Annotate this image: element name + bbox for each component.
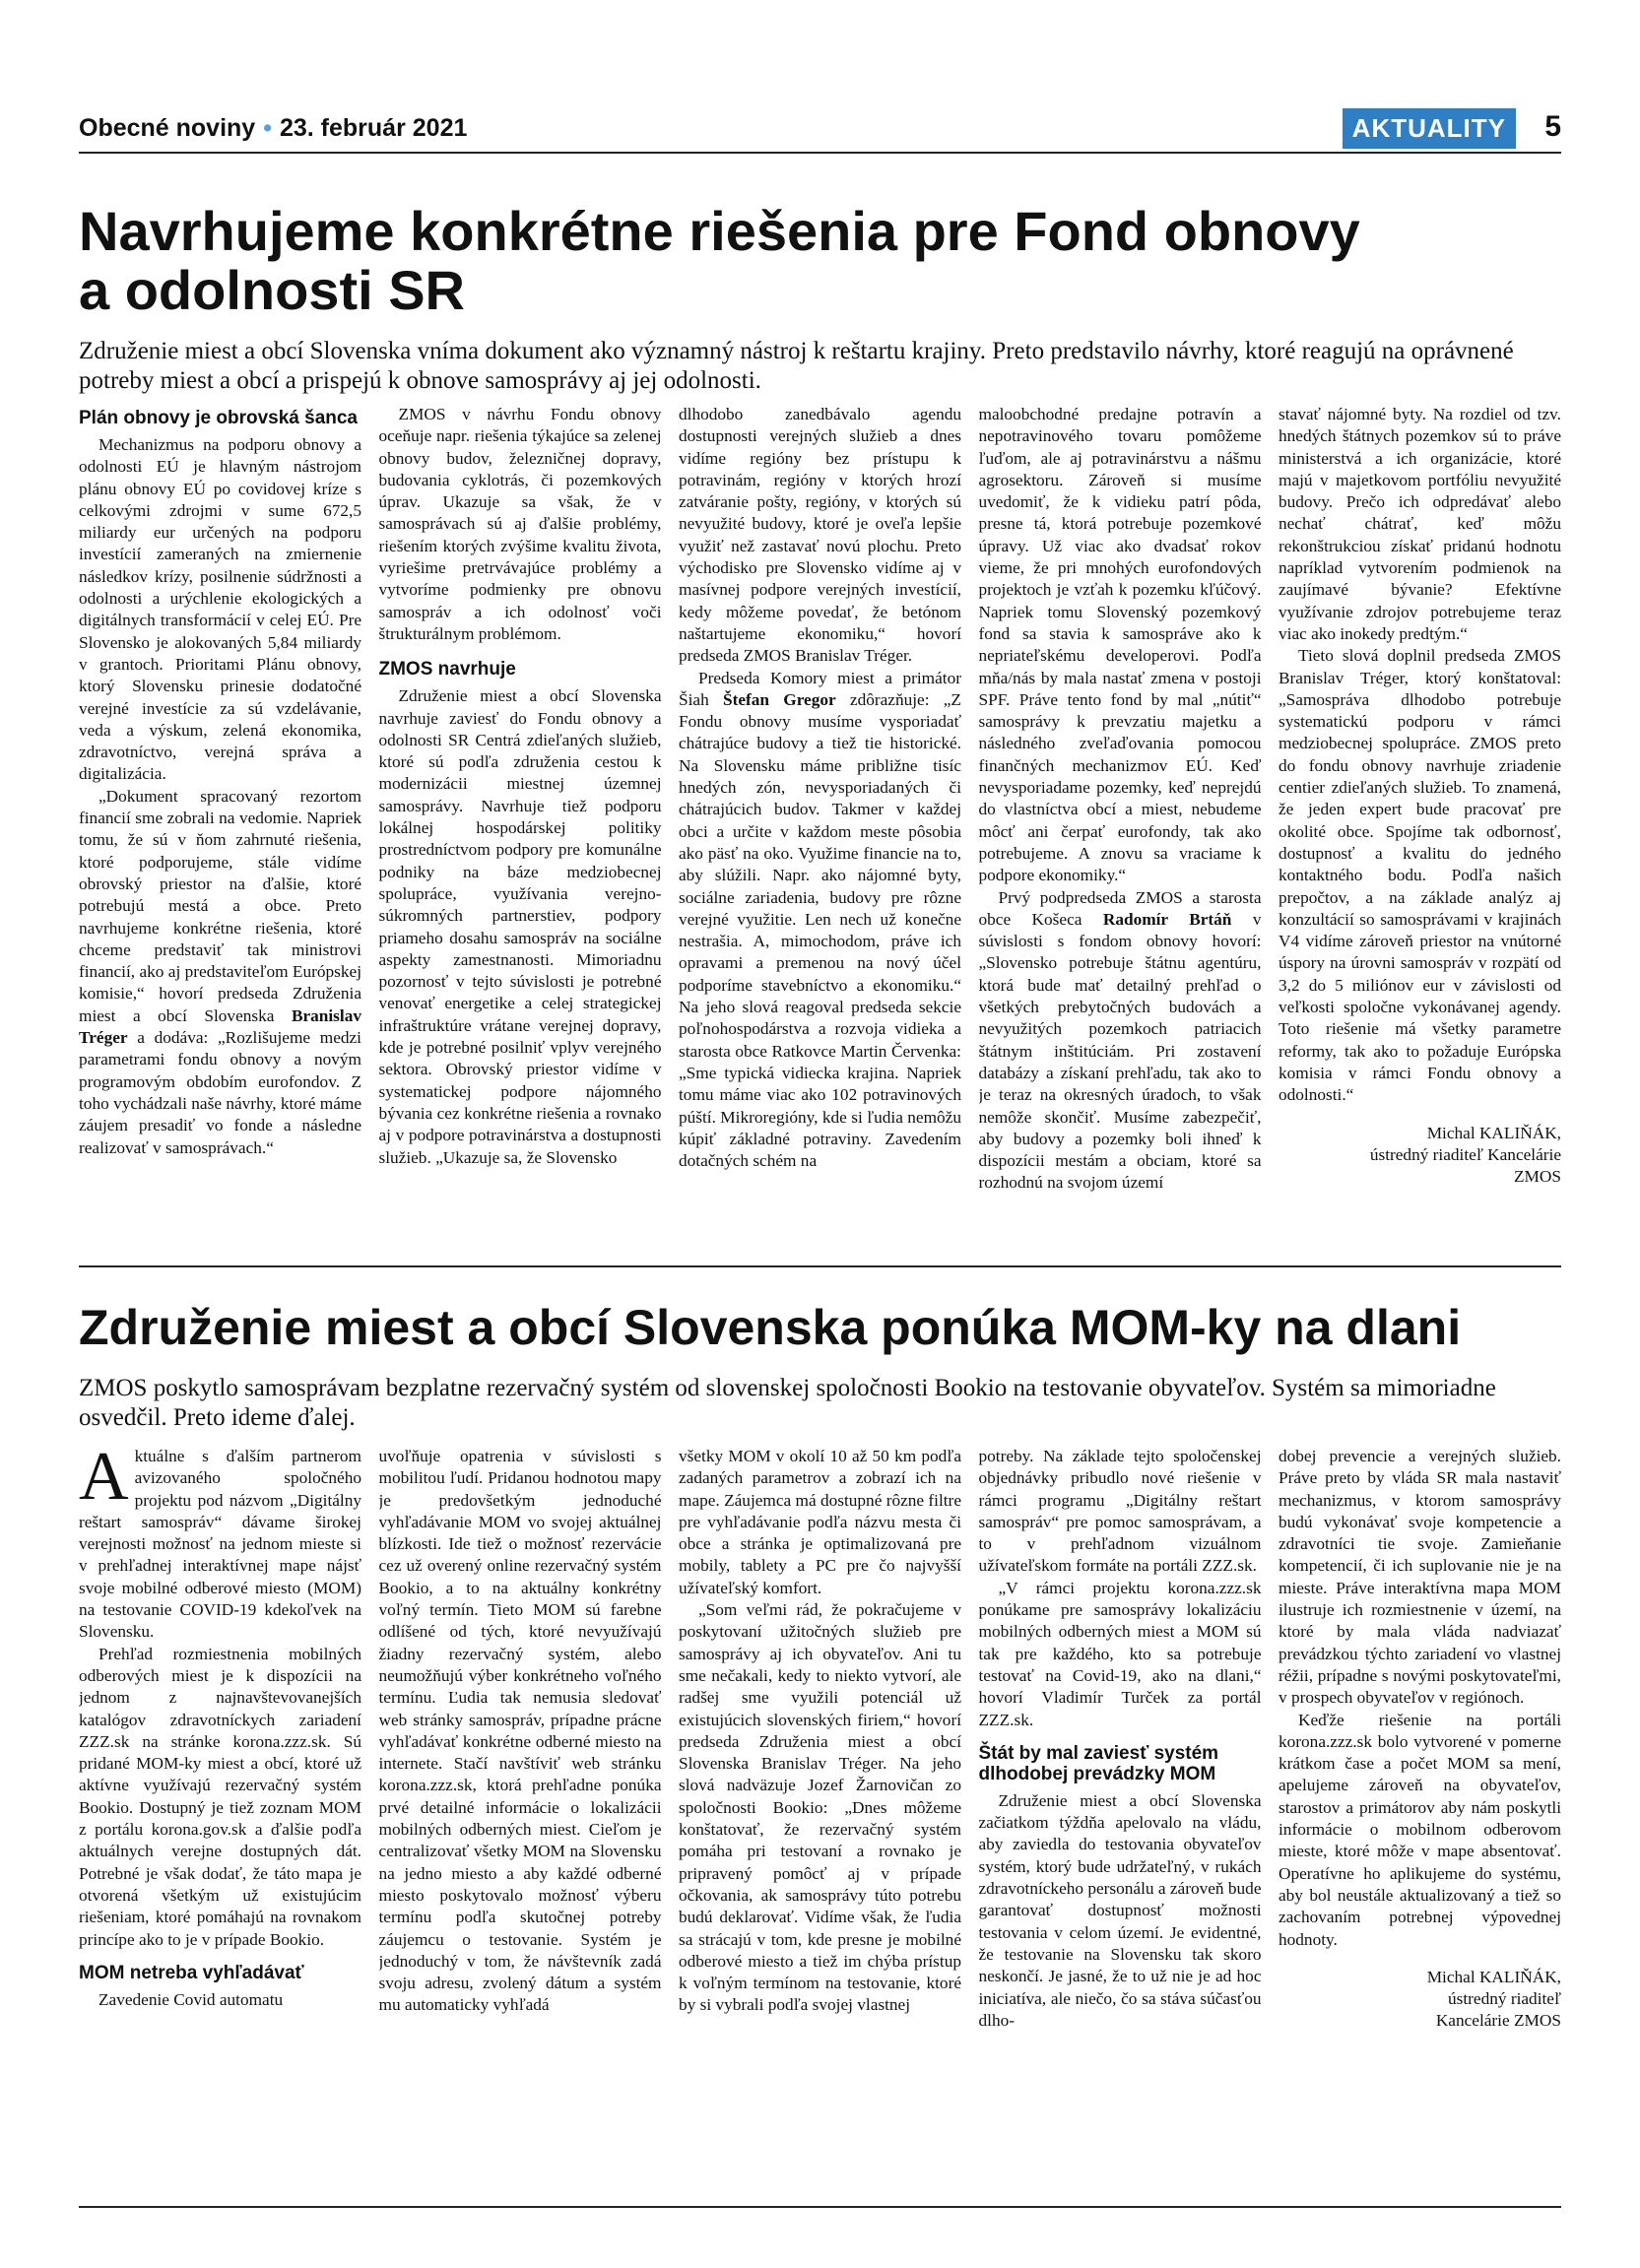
text-span: v súvislosti s fondom obnovy hovorí: „Slovensko potrebuje štátnu agentúru, ktorá bude mať detailný prehľad o všetkých prebytočných budovách a nevyužitých pozemkoch patriacich štátnym inštitúciám. Pri zostavení databázy a získaní prehľadu, tak ako to je teraz na okresných úradoch, to však nemôže skončiť. Musíme zabezpečiť, aby budovy a pozemky boli ihneď k dispozícii mestám a obciam, ktoré sa rozhodnú na svojom území xyxy=(978,909,1262,1193)
footer-rule xyxy=(79,2206,1561,2208)
article1-paragraph: dlhodobo zanedbávalo agendu dostupnosti verejných služieb a dnes vidíme regióny bez prístupu k potravinám, regióny v ktorých hrozí zatváranie pošty, regióny, v ktorých sú nevyužité budovy, ktoré je oveľa lepšie využiť než zastavať novú plochu. Preto východisko pre Slovensko vidíme aj v masívnej podpore verejných investícií, kedy môžeme povedať, že betónom naštartujeme ekonomiku,“ hovorí predseda ZMOS Branislav Tréger. xyxy=(679,405,961,666)
article1-lead: Združenie miest a obcí Slovenska vníma dokument ako významný nástroj k reštartu krajiny. Preto predstavilo návrhy, ktoré reagujú na oprávnené potreby miest a obcí a prispejú k obnove samosprávy aj jej odolnosti. xyxy=(79,338,1514,394)
article1-paragraph xyxy=(979,887,1262,1195)
page-header xyxy=(79,108,1561,150)
header-rule xyxy=(79,152,1561,154)
article2-paragraph: Združenie miest a obcí Slovenska začiatkom týždňa apelovalo na vládu, aby zaviedla do testovania obyvateľov systém, ktorý bude udržateľný, v rukách zdravotníckeho personálu a zároveň bude garantovať dostupnosť možnosti testovania v celom území. Je evidentné, že testovanie na Slovensku tak skoro neskončí. Je jasné, že to už nie je ad hoc iniciatíva, ale niečo, čo sa stáva súčasťou dlho- xyxy=(978,1790,1262,2030)
article2-headline: Združenie miest a obcí Slovenska ponúka MOM-ky na dlani xyxy=(79,1300,1462,1355)
signature-title: ústredný riaditeľ Kancelárie xyxy=(1369,1144,1561,1164)
article2-paragraph: Keďže riešenie na portáli korona.zzz.sk bolo vytvorené v pomerne krátkom čase a počet MOM sa mení, apelujeme zároveň na obyvateľov, starostov a primátorov aby nám poskytli informácie o mobilnom odberovom mieste, ktoré môže v mape absentovať. Operatívne ho aplikujeme do systému, aby bol neustále aktualizovaný a tiež so zachovaním potrebnej výpovednej hodnoty. xyxy=(1279,1710,1561,1949)
text-span: zdôrazňuje: „Z Fondu obnovy musíme vysporiadať chátrajúce budovy a tiež tie historické. Na Slovensku máme približne tisíc hnedých zón, nevysporiadaných či chátrajúcich budov. Takmer v každej obci a určite v každom meste pôsobia ako päsť na oko. Využime financie na to, aby slúžili. Napr. ako nájomné byty, sociálne zariadenia, budovy pre rôzne verejné využitie. Len nech už konečne nestrašia. A, mimochodom, práve ich opravami a premenou na nový účel podporíme stavebníctvo a ekonomiku.“ Na jeho slová reagoval predseda sekcie poľnohospodárstva a rozvoja vidieka a starosta obce Ratkovce Martin Červenka: „Sme typická vidiecka krajina. Napriek tomu máme viac ako 102 potravinových púští. Mikroregióny, kde si ľudia nemôžu kúpiť základné potraviny. Zavedením dotačných schém na xyxy=(679,689,961,1171)
article2-paragraph: dobej prevencie a verejných služieb. Práve preto by vláda SR mala nastaviť mechanizmus, v ktorom samosprávy budú vykonávať svoje kompetencie a zdravotníci tie svoje. Zamieňanie kompetencií, či ich suplovanie nie je na mieste. Práve interaktívna mapa MOM ilustruje ich rozmiestnenie v území, na ktoré by mala vláda nadviazať prevádzkou týchto zariadení vo vlastnej réžii, prípadne s novými poskytovateľmi, v prospech obyvateľov v regiónoch. xyxy=(1279,1447,1561,1708)
article1-paragraph: ZMOS v návrhu Fondu obnovy oceňuje napr. riešenia týkajúce sa zelenej obnovy budov, železničnej dopravy, budovania cyklotrás, či pozemkových úprav. Ukazuje sa však, že v samosprávach sú aj ďalšie problémy, riešením ktorých zvýšime kvalitu života, vyriešime pretrvávajúce problémy a vytvoríme podmienky pre obnovu samospráv a ich odolnosť voči štrukturálnym problémom. xyxy=(378,405,662,643)
article2-column-3 xyxy=(679,1446,961,2194)
text-span: ktuálne s ďalším partnerom avizovaného spoločného projektu pod názvom „Digitálny reštart samospráv“ dávame širokej verejnosti možnosť na jednom mieste si v prehľadnej interaktívnej mape nájsť svoje mobilné odberové miesto (MOM) na testovanie COVID-19 kdekoľvek na Slovensku. xyxy=(79,1447,361,1642)
person-name: Štefan Gregor xyxy=(722,689,836,709)
article2-paragraph xyxy=(79,1446,361,1644)
article1-column-3 xyxy=(679,404,961,1251)
text-span: a dodáva: „Rozlišujeme medzi parametrami fondu obnovy a novým programovým obdobím eurofondov. Z toho vychádzali naše návrhy, ktoré máme záujem presadiť vo fonde a následne realizovať v samosprávach.“ xyxy=(79,1028,361,1157)
article1-column-2 xyxy=(379,404,662,1251)
article2-paragraph: všetky MOM v okolí 10 až 50 km podľa zadaných parametrov a zobrazí ich na mape. Záujemca má dostupné rôzne filtre pre vyhľadávanie podľa názvu mesta či obce a stránka je optimalizovaná pre mobily, tablety a PC pre čo najvyšší užívateľský komfort. xyxy=(679,1447,961,1597)
article2-column-5 xyxy=(1279,1446,1561,2194)
article2-subhead-1: MOM netreba vyhľadávať xyxy=(79,1962,304,1983)
page-number: 5 xyxy=(1544,110,1561,143)
article1-paragraph xyxy=(679,668,961,1173)
text-span: Prvý podpredseda ZMOS a starosta obce Košeca xyxy=(978,887,1262,929)
article1-subhead-2: ZMOS navrhuje xyxy=(378,659,516,680)
article2-signature xyxy=(1279,1967,1561,2033)
bullet-separator: • xyxy=(263,114,272,142)
article1-headline-line1: Navrhujeme konkrétne riešenia pre Fond obnovy xyxy=(79,200,1360,262)
signature-org: ZMOS xyxy=(1513,1167,1561,1187)
article1-column-4 xyxy=(979,404,1262,1251)
article1-paragraph: Tieto slová doplnil predseda ZMOS Branislav Tréger, ktorý konštatoval: „Samospráva dlhodobo potrebuje systematickú podporu v rámci medziobecnej spolupráce. ZMOS preto do fondu obnovy navrhuje zriadenie centier zdieľaných služieb. To znamená, že jeden expert bude pracovať pre okolité obce. Spojíme tak odbornosť, dostupnosť a kvalitu do jedného kontaktného bodu. Podľa našich prepočtov, a na základe analýz aj konzultácií so samosprávami v krajinách V4 vidíme zároveň priestor na vnútorné úspory na úrovni samospráv v rozpätí od 3,2 do 5 miliónov eur v závislosti od veľkosti spoločne vykonávanej agendy. Toto riešenie má všetky parametre reformy, tak ako to požaduje Európska komisia v rámci Fondu obnovy a odolnosti.“ xyxy=(1279,646,1561,1105)
article2-subhead-2: Štát by mal zaviesť systém dlhodobej prevádzky MOM xyxy=(978,1742,1219,1784)
article2-lead: ZMOS poskytlo samosprávam bezplatne rezervačný systém od slovenskej spoločnosti Bookio na testovanie obyvateľov. Systém sa mimoriadne osvedčil. Preto ideme ďalej. xyxy=(79,1375,1496,1431)
article1-signature xyxy=(1279,1123,1561,1189)
text-span: „Dokument spracovaný rezortom financií sme zobrali na vedomie. Napriek tomu, že sú v ňom zahrnuté riešenia, ktoré podporujeme, stále vidíme obrovský priestor na ďalšie, ktoré potrebujú mestá a obce. Preto navrhujeme konkrétne riešenia, ktoré chceme predstaviť tak ministrovi financií, ako aj predstaviteľom Európskej komisie,“ hovorí predseda Združenia miest a obcí Slovenska xyxy=(79,786,361,1025)
section-badge: AKTUALITY xyxy=(1343,108,1516,149)
drop-cap: A xyxy=(79,1446,129,1515)
article2-column-2 xyxy=(379,1446,662,2194)
article1-headline xyxy=(79,202,1561,320)
article2-paragraph: „Som veľmi rád, že pokračujeme v poskytovaní užitočných služieb pre samosprávy aj ich obyvateľov. Ani tu sme nečakali, kedy to niekto vytvorí, ale radšej sme využili potenciál už existujúcich slovenských firiem,“ hovorí predseda Združenia miest a obcí Slovenska Branislav Tréger. Na jeho slová nadväzuje Jozef Žarnovičan zo spoločnosti Bookio: „Dnes môžeme konštatovať, že rezervačný systém pomáha pri testovaní a rovnako je pripravený pomôcť aj v prípade očkovania, ak samosprávy túto potrebu budú deklarovať. Vidíme však, že ľudia sa strácajú v tom, kde presne je mobilné odberové miesto a tiež im chýba prístup k voľným termínom na testovanie, ktoré by si vybrali podľa svojej vlastnej xyxy=(679,1600,961,2015)
article2-body xyxy=(79,1446,1561,2194)
masthead xyxy=(79,114,467,143)
article1-paragraph: maloobchodné predajne potravín a nepotravinového tovaru pomôžeme ľuďom, ale aj potravinárstvu a nášmu agrosektoru. Zároveň si musíme uvedomiť, že k vidieku patrí pôda, presne tá, ktorá potrebuje pozemkové úpravy. Už viac ako dvadsať rokov vieme, že pri mnohých eurofondových projektoch je vzťah k pozemku kľúčový. Napriek tomu Slovenský pozemkový fond sa stavia k samospráve ako k nepriateľskému developerovi. Podľa mňa/nás by mala nastať zmena v postoji SPF. Práve tento fond by mal „nútiť“ samosprávy k prevzatiu majetku a následného zveľaďovania pomocou finančných mechanizmov EÚ. Keď nevysporiadame pozemky, keď neprejdú do vlastníctva obcí a miest, nebudeme môcť ani čerpať eurofondy, tak ako potrebujeme. A znovu sa vraciame k podpore ekonomiky.“ xyxy=(978,405,1262,885)
article2-paragraph: „V rámci projektu korona.zzz.sk ponúkame pre samosprávy lokalizáciu mobilných odberných miest a MOM sú tak pre každého, kto sa potrebuje testovať na Covid-19, ako na dlani,“ hovorí Vladimír Turček za portál ZZZ.sk. xyxy=(978,1578,1262,1729)
person-name: Radomír Brtáň xyxy=(1102,909,1232,929)
signature-name: Michal KALIŇÁK, xyxy=(1426,1123,1561,1142)
signature-title: ústredný riaditeľ xyxy=(1448,1989,1561,2009)
signature-name: Michal KALIŇÁK, xyxy=(1426,1967,1561,1986)
person-name: Branislav Tréger xyxy=(79,1005,361,1048)
article1-column-5 xyxy=(1279,404,1561,1251)
article2-paragraph: potreby. Na základe tejto spoločenskej objednávky pribudlo nové riešenie v rámci programu „Digitálny reštart samospráv“ pre pomoc samosprávam, a to v prehľadnom vizuálnom užívateľskom formáte na portáli ZZZ.sk. xyxy=(978,1447,1262,1576)
issue-date: 23. február 2021 xyxy=(279,114,468,142)
article1-body xyxy=(79,404,1561,1251)
article1-paragraph: Mechanizmus na podporu obnovy a odolnosti EÚ je hlavným nástrojom plánu obnovy EÚ po covidovej kríze s celkovými zdrojmi v sume 672,5 miliardy eur určených na podporu investícií zameraných na zmiernenie následkov krízy, posilnenie súdržnosti a odolnosti a urýchlenie ekologických a digitálnych transformácií v celej EÚ. Pre Slovensko je alokovaných 5,84 miliardy v grantoch. Prioritami Plánu obnovy, ktorý Slovensku prinesie dodatočné verejné investície za sú vzdelávanie, veda a výskum, zelená ekonomika, zdravotníctvo, verejná správa a digitalizácia. xyxy=(79,435,361,784)
article-divider xyxy=(79,1265,1561,1267)
signature-org: Kancelárie ZMOS xyxy=(1435,2011,1561,2031)
article2-column-1 xyxy=(79,1446,361,2194)
article1-paragraph: Združenie miest a obcí Slovenska navrhuje zaviesť do Fondu obnovy a odolnosti SR Centrá zdieľaných služieb, ktoré sú podľa združenia cestou k modernizácii miestnej územnej samosprávy. Navrhuje tiež podporu lokálnej hospodárskej politiky prostredníctvom podpory pre komunálne podniky na báze medziobecnej spolupráce, využívania verejno-súkromných partnerstiev, podpory priameho dosahu samospráv na sociálne aspekty zamestnanosti. Mimoriadnu pozornosť v tejto súvislosti je potrebné venovať energetike a celej strategickej infraštruktúre vrátane verejnej dopravy, kde je potrebné posilniť vplyv verejného sektora. Obrovský priestor vidíme v systematickej podpore nájomného bývania cez konkrétne riešenia a rovnako aj v podpore potravinárstva a dostupnosti služieb. „Ukazuje sa, že Slovensko xyxy=(378,686,662,1167)
article1-paragraph xyxy=(79,786,361,1159)
article1-paragraph: stavať nájomné byty. Na rozdiel od tzv. hnedých štátnych pozemkov sú to práve ministerstvá a ich organizácie, ktoré majú v majetkovom portfóliu nevyužité budovy. Prečo ich odpredávať alebo nechať chátrať, keď môžu rekonštrukciou získať pridanú hodnotu napríklad vytvorením podmienok na zaujímavé bývanie? Efektívne využívanie zdrojov potrebujeme teraz viac ako inokedy predtým.“ xyxy=(1279,405,1561,643)
text-span: Predseda Komory miest a primátor Šiah xyxy=(679,668,961,709)
article1-subhead-1: Plán obnovy je obrovská šanca xyxy=(79,408,358,428)
article1-column-1 xyxy=(79,404,361,1251)
article2-paragraph: Zavedenie Covid automatu xyxy=(98,1989,284,2009)
article2-paragraph: Prehľad rozmiestnenia mobilných odberových miest je k dispozícii na jednom z najnavštevovanejších katalógov zdravotníckych zariadení ZZZ.sk na stránke korona.zzz.sk. Sú pridané MOM-ky miest a obcí, ktoré už aktívne využívajú rezervačný systém Bookio. Dostupný je tiež zoznam MOM z portálu korona.gov.sk a ďalšie podľa aktuálnych verejne dostupných dát. Potrebné je však dodať, že táto mapa je otvorená všetkým už existujúcim riešeniam, ktoré pomáhajú na rovnakom princípe ako to je v prípade Bookio. xyxy=(79,1644,361,1949)
article1-headline-line2: a odolnosti SR xyxy=(79,259,465,321)
article2-paragraph: uvoľňuje opatrenia v súvislosti s mobilitou ľudí. Pridanou hodnotou mapy je predovšetkým jednoduché vyhľadávanie MOM vo svojej aktuálnej blízkosti. Ide tiež o možnosť rezervácie cez už overený online rezervačný systém Bookio, a to na aktuálny konkrétny voľný termín. Tieto MOM sú farebne odlíšené od tých, ktoré nevyužívajú žiadny rezervačný systém, alebo neumožňujú výber konkrétneho voľného termínu. Ľudia tak nemusia sledovať web stránky samospráv, prípadne prácne vyhľadávať konkrétne odberné miesto na internete. Stačí navštíviť web stránku korona.zzz.sk, ktorá prehľadne ponúka prvé detailné informácie o lokalizácii mobilných odberných miest. Cieľom je centralizovať všetky MOM na Slovensku na jedno miesto a aby každé odberné miesto poskytovalo možnosť výberu termínu podľa skutočnej potreby záujemcu o testovanie. Systém je jednoduchý v tom, že návštevník zadá svoju adresu, zvolený dátum a systém mu automaticky vyhľadá xyxy=(378,1447,662,2015)
article2-column-4 xyxy=(979,1446,1262,2194)
publication-name: Obecné noviny xyxy=(79,114,256,142)
